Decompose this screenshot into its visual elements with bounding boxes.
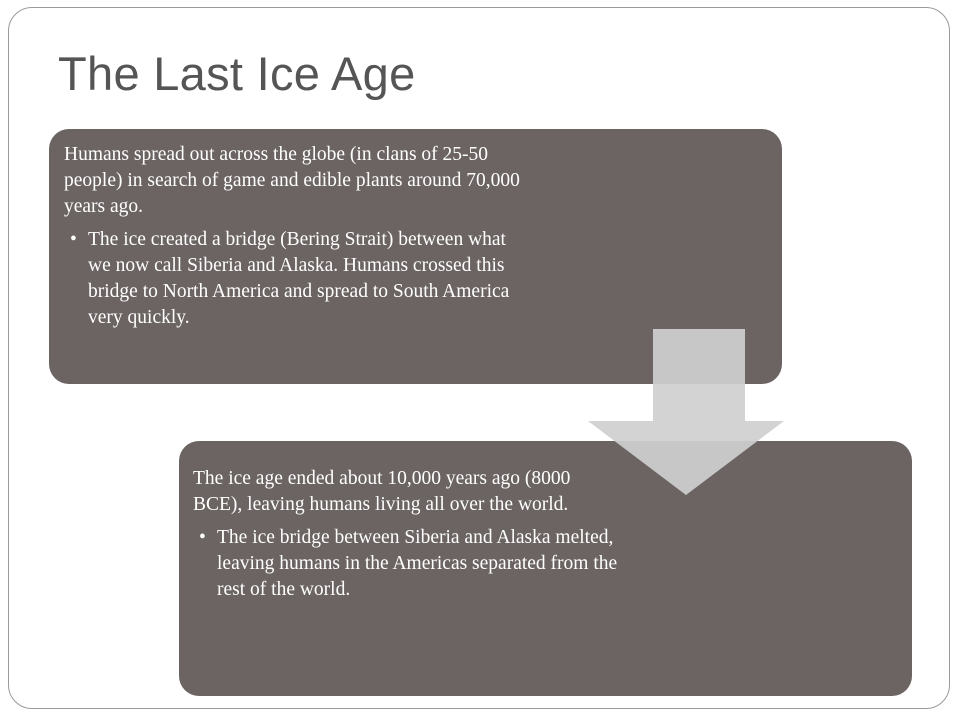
box-1-lead-text: Humans spread out across the globe (in clans of 25-50 people) in search of game and edible plants around 70,000 years ago. [64,144,520,217]
slide-title: The Last Ice Age [58,47,416,100]
bullet-dot-icon: • [199,527,206,548]
box-2-bullet-item [193,525,618,603]
down-arrow-icon [588,329,784,495]
bullet-dot-icon: • [70,229,77,250]
box-2-bullet-text: The ice bridge between Siberia and Alaska melted, leaving humans in the Americas separated from the rest of the world. [217,527,618,600]
box-2-bullet-list [193,525,618,603]
box-1-bullet-text: The ice created a bridge (Bering Strait) between what we now call Siberia and Alaska. Humans crossed this bridge to North America and spread to South America very quickly. [88,229,510,328]
content-box-2 [179,441,912,696]
box-1-bullet-list [64,227,522,331]
box-2-lead-text: The ice age ended about 10,000 years ago (8000 BCE), leaving humans living all over the world. [193,468,571,515]
box-1-bullet-item [64,227,522,331]
box-2-text [193,466,618,603]
down-arrow-shape [588,329,784,495]
box-1-text [64,142,522,331]
